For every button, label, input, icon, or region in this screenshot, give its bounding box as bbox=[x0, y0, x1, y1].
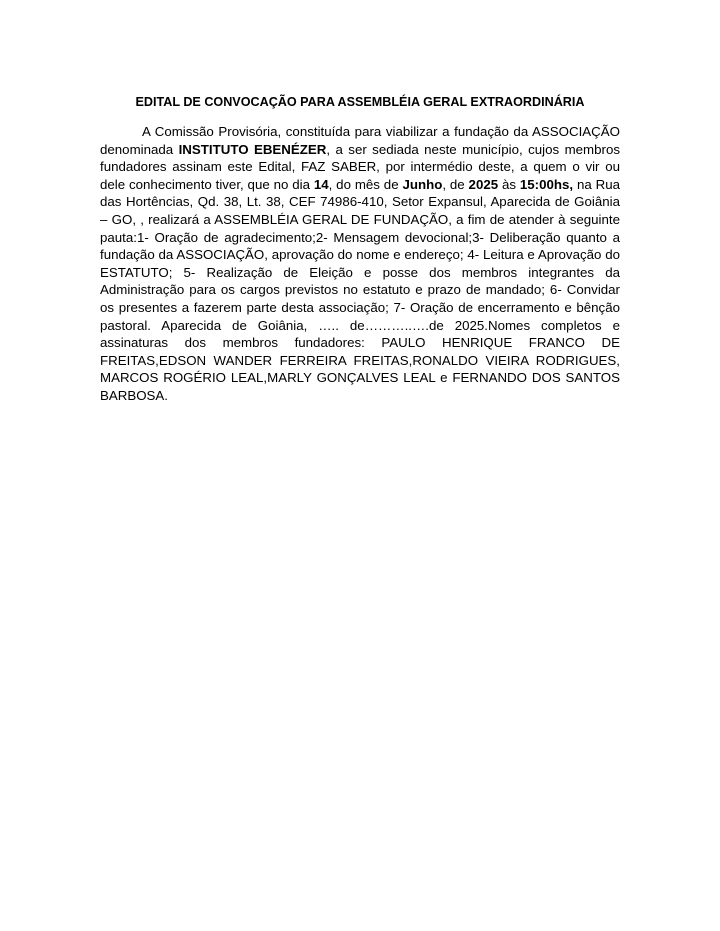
paragraph-text-4: , de bbox=[442, 176, 469, 192]
paragraph-text-5: às bbox=[498, 176, 520, 192]
meeting-month: Junho bbox=[402, 176, 443, 192]
paragraph-text-1: A Comissão Provisória, constituída para viabilizar a fundação da ASSOCIAÇÃO denominada bbox=[100, 124, 620, 157]
meeting-time: 15:00hs, bbox=[519, 176, 574, 192]
paragraph-text-6: na Rua das Hortências, Qd. 38, Lt. 38, CEF 74986-410, Setor Expansul, Aparecida de Goiânia – GO, , realizará a ASSEMBLÉIA GERAL DE FUNDAÇÃO, a fim de atender à seguinte pauta:1- Oração de agradecimento;2- Mensagem devocional;3- Deliberação quanto a fundação da ASSOCIAÇÃO, aprovação do nome e endereço; 4- Leitura e Aprovação do ESTATUTO; 5- Realização de Eleição e posse dos membros integrantes da Administração para os cargos previstos no estatuto e prazo de mandado; 6- Convidar os presentes a fazerem parte desta associação; 7- Oração de encerramento e bênção pastoral. Aparecida de Goiânia, ….. de………..….de 2025.Nomes completos e assinaturas dos membros fundadores: PAULO HENRIQUE FRANCO DE FREITAS,EDSON WANDER FERREIRA FREITAS,RONALDO VIEIRA RODRIGUES, MARCOS ROGÉRIO LEAL,MARLY GONÇALVES LEAL e FERNANDO DOS SANTOS BARBOSA. bbox=[100, 176, 621, 403]
meeting-day: 14 bbox=[313, 176, 329, 192]
institute-name: INSTITUTO EBENÉZER bbox=[178, 141, 327, 157]
document-title: EDITAL DE CONVOCAÇÃO PARA ASSEMBLÉIA GERAL EXTRAORDINÁRIA bbox=[135, 95, 585, 109]
edital-paragraph bbox=[100, 123, 620, 405]
paragraph-text-2: , a ser sediada neste município, cujos membros fundadores assinam este Edital, FAZ SABER, por intermédio deste, a quem o vir ou dele conhecimento tiver, que no dia bbox=[100, 141, 620, 192]
meeting-year: 2025 bbox=[468, 176, 499, 192]
paragraph-text-3: , do mês de bbox=[328, 176, 403, 192]
